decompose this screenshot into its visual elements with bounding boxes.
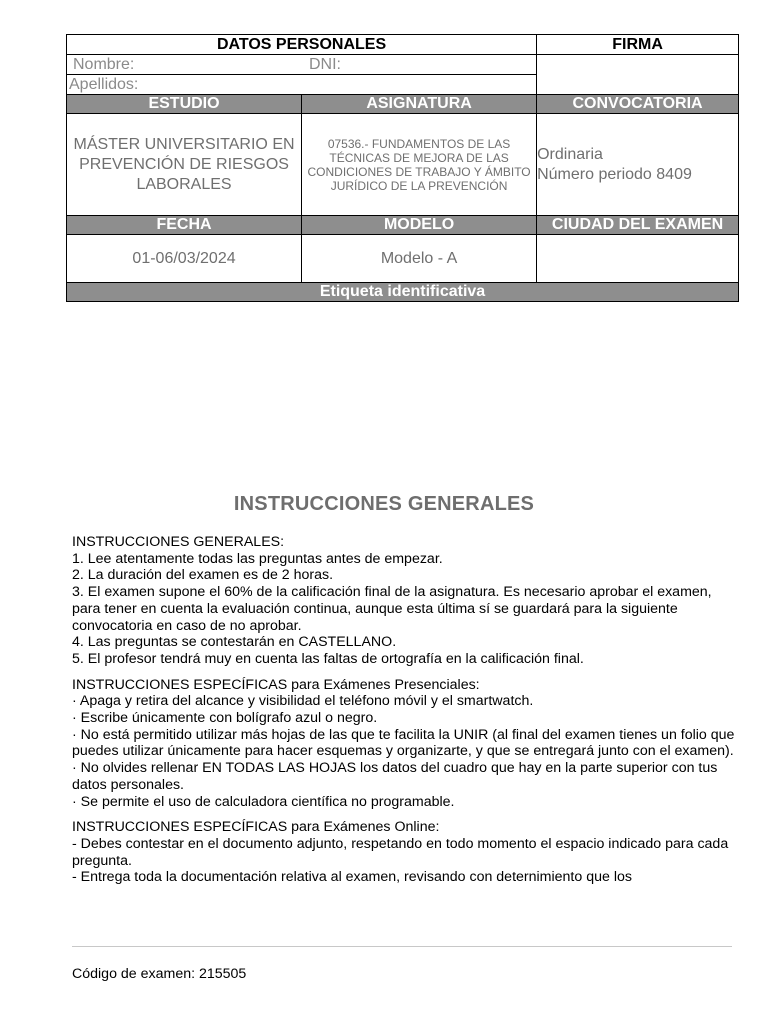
modelo-heading: MODELO [302,216,537,235]
general-item: 5. El profesor tendrá muy en cuenta las faltas de ortografía en la calificación final. [72,650,584,667]
online-item: - Entrega toda la documentación relativa al examen, revisando con deternimiento que los [72,869,632,886]
instructions-body [72,534,740,886]
fecha-heading: FECHA [67,216,302,235]
apellidos-row [67,75,537,95]
exam-header-table [66,34,739,302]
ciudad-heading: CIUDAD DEL EXAMEN [537,216,739,235]
firma-heading: FIRMA [537,35,739,55]
exam-code: Código de examen: 215505 [72,966,247,982]
online-item: - Debes contestar en el documento adjunto, respetando en todo momento el espacio indicado para cada pregunta. [72,835,729,869]
presenciales-item: · Apaga y retira del alcance y visibilidad el teléfono móvil y el smartwatch. [72,693,534,710]
footer-divider [72,946,732,947]
dni-label: DNI: [309,56,341,73]
online-heading: INSTRUCCIONES ESPECÍFICAS para Exámenes Online: [72,819,440,836]
asignatura-heading: ASIGNATURA [302,95,537,114]
estudio-value: MÁSTER UNIVERSITARIO EN PREVENCIÓN DE RIESGOS LABORALES [67,114,302,216]
general-item: 1. Lee atentamente todas las preguntas antes de empezar. [72,550,443,567]
nombre-label: Nombre: [73,56,135,73]
presenciales-heading: INSTRUCCIONES ESPECÍFICAS para Exámenes Presenciales: [72,676,480,693]
asignatura-value: 07536.- FUNDAMENTOS DE LAS TÉCNICAS DE MEJORA DE LAS CONDICIONES DE TRABAJO Y ÁMBITO JURÍDICO DE LA PREVENCIÓN [302,114,537,216]
nombre-dni-row [67,55,537,75]
etiqueta-identificativa: Etiqueta identificativa [67,283,739,302]
apellidos-label: Apellidos: [69,76,139,93]
fecha-value: 01-06/03/2024 [67,235,302,283]
convocatoria-heading: CONVOCATORIA [537,95,739,114]
presenciales-item: · Escribe únicamente con bolígrafo azul o negro. [72,710,378,727]
general-item: 4. Las preguntas se contestarán en CASTELLANO. [72,634,397,651]
convocatoria-type: Ordinaria [537,145,603,163]
modelo-value: Modelo - A [302,235,537,283]
presenciales-item: · No está permitido utilizar más hojas de las que te facilita la UNIR (al final del examen tienes un folio que puedes utilizar únicamente para hacer esquemas y organizarte, y que se entregará junto con el examen). [72,726,735,760]
firma-box [537,55,739,95]
convocatoria-period: Número periodo 8409 [537,165,692,183]
page-title: INSTRUCCIONES GENERALES [233,493,535,515]
general-heading: INSTRUCCIONES GENERALES: [72,534,285,550]
presenciales-item: · Se permite el uso de calculadora científica no programable. [72,793,455,810]
convocatoria-value [537,114,739,216]
estudio-heading: ESTUDIO [67,95,302,114]
general-item: 2. La duración del examen es de 2 horas. [72,567,334,584]
presenciales-item: · No olvides rellenar EN TODAS LAS HOJAS los datos del cuadro que hay en la parte superior con tus datos personales. [72,760,718,793]
datos-personales-heading: DATOS PERSONALES [67,35,537,55]
general-item: 3. El examen supone el 60% de la calificación final de la asignatura. Es necesario aprobar el examen, para tener en cuenta la evaluación continua, aunque esta última sí se guardará para la siguiente convocatoria en caso de no aprobar. [72,584,712,634]
ciudad-value [537,235,739,283]
